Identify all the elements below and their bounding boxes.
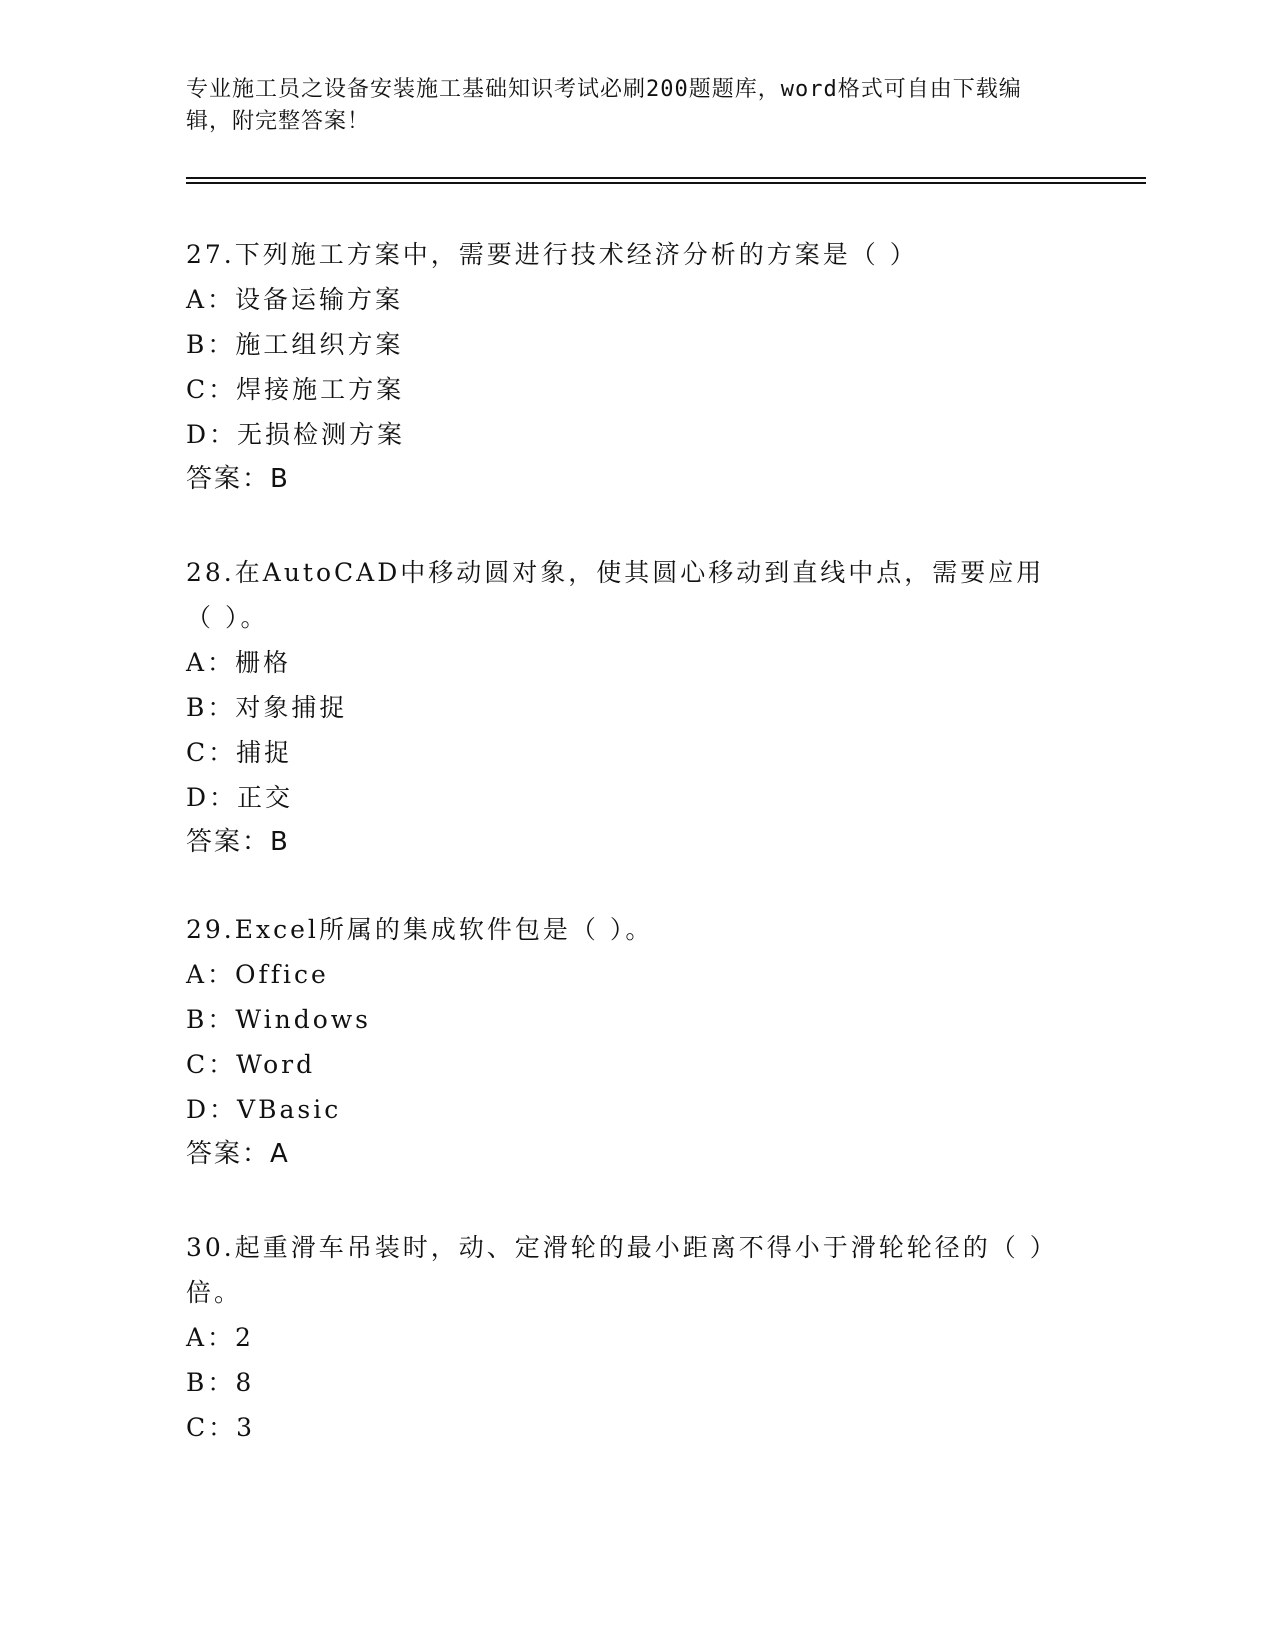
option-b: B：Windows: [186, 1005, 372, 1034]
question-stem: 28.在AutoCAD中移动圆对象，使其圆心移动到直线中点，需要应用（ ）。: [186, 558, 1045, 632]
option-d: D：VBasic: [186, 1095, 342, 1124]
question-29: [186, 907, 1066, 1177]
option-a: A：2: [186, 1323, 254, 1352]
header-divider-top: [186, 177, 1146, 179]
question-30: [186, 1225, 1066, 1450]
option-b: B：对象捕捉: [186, 693, 348, 722]
option-d: D：正交: [186, 783, 294, 812]
option-c: C：Word: [186, 1050, 316, 1079]
header-divider-bottom: [186, 182, 1146, 184]
option-c: C：捕捉: [186, 738, 293, 767]
question-28: [186, 550, 1066, 865]
answer-line: 答案：B: [186, 464, 290, 494]
question-27: [186, 232, 1066, 502]
option-a: A：栅格: [186, 648, 292, 677]
question-stem: 29.Excel所属的集成软件包是（ ）。: [186, 915, 654, 944]
answer-line: 答案：A: [186, 1139, 290, 1169]
answer-line: 答案：B: [186, 827, 290, 857]
option-d: D：无损检测方案: [186, 420, 406, 449]
option-b: B：施工组织方案: [186, 330, 404, 359]
question-stem: 27.下列施工方案中，需要进行技术经济分析的方案是（ ）: [186, 240, 918, 269]
option-b: B：8: [186, 1368, 255, 1397]
document-header: 专业施工员之设备安装施工基础知识考试必刷200题题库，word格式可自由下载编辑，附完整答案！: [186, 77, 1022, 134]
option-c: C：焊接施工方案: [186, 375, 405, 404]
option-c: C：3: [186, 1413, 256, 1442]
option-a: A：设备运输方案: [186, 285, 404, 314]
option-a: A：Office: [186, 960, 329, 989]
question-stem: 30.起重滑车吊装时，动、定滑轮的最小距离不得小于滑轮轮径的（ ）倍。: [186, 1233, 1058, 1307]
